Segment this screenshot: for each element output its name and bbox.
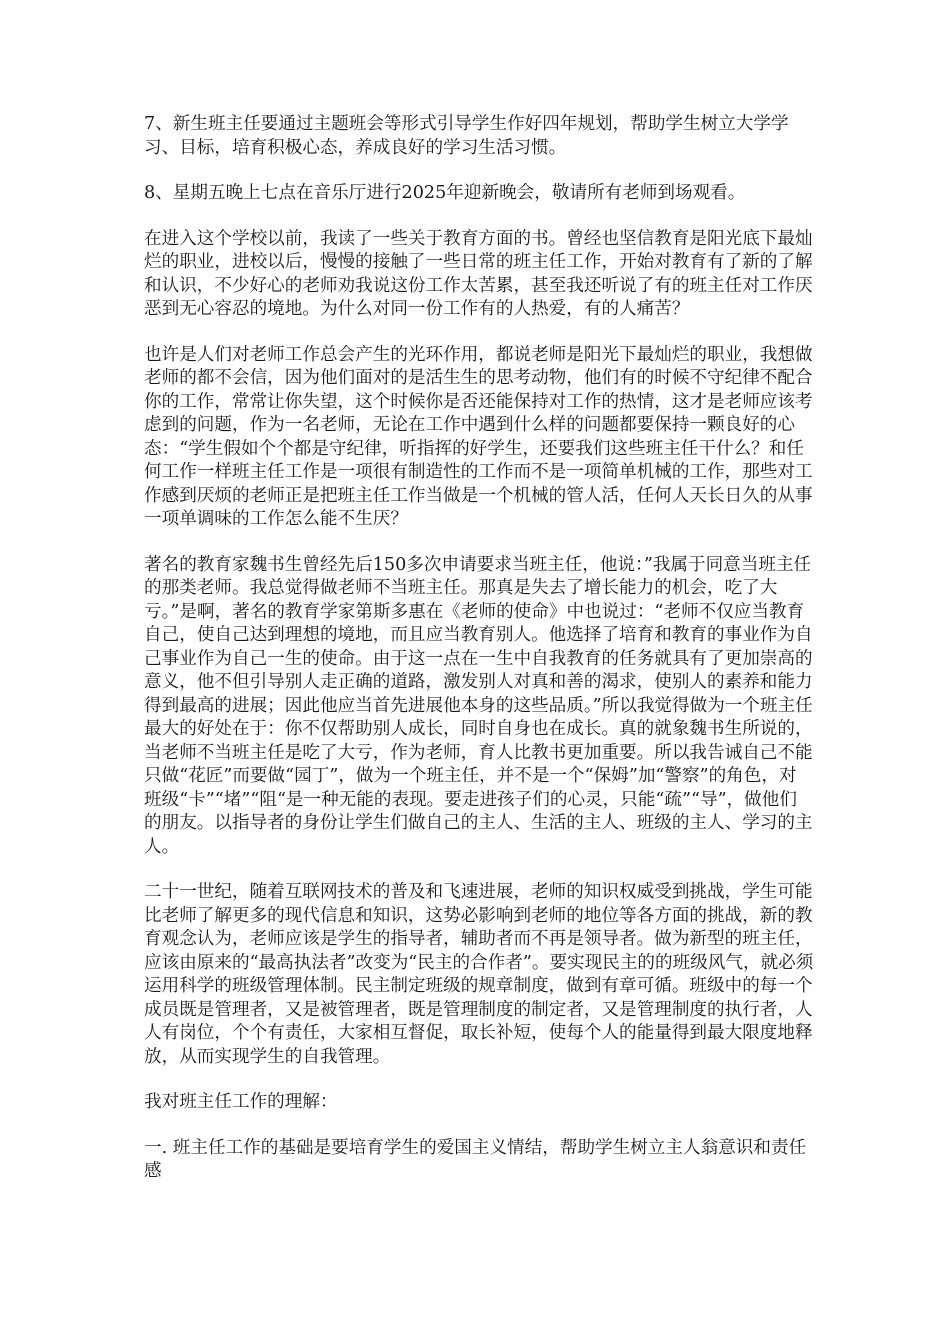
paragraph-item-7: 7、新生班主任要通过主题班会等形式引导学生作好四年规划，帮助学生树立大学学习、目标，培育积极心态，养成良好的学习生活习惯。 bbox=[144, 114, 789, 158]
paragraph-before-school: 在进入这个学校以前，我读了一些关于教育方面的书。曾经也坚信教育是阳光底下最灿烂的职业，进校以后，慢慢的接触了一些日常的班主任工作，开始对教育有了新的了解和认识，不少好心的老师劝我说这份工作太苦累，甚至我还听说了有的班主任对工作厌恶到无心容忍的境地。为什么对同一份工作有的人热爱，有的人痛苦？ bbox=[144, 228, 813, 319]
paragraph-item-8: 8、星期五晚上七点在音乐厅进行2025年迎新晚会，敬请所有老师到场观看。 bbox=[144, 183, 746, 203]
paragraph-21st-century: 二十一世纪，随着互联网技术的普及和飞速进展，老师的知识权威受到挑战，学生可能比老师了解更多的现代信息和知识，这势必影响到老师的地位等各方面的挑战，新的教育观念认为，老师应该是学生的指导者，辅助者而不再是领导者。做为新型的班主任，应该由原来的“最高执法者”改变为“民主的合作者”。要实现民主的的班级风气，就必须运用科学的班级管理体制。民主制定班级的规章制度，做到有章可循。班级中的每一个成员既是管理者，又是被管理者，既是管理制度的制定者，又是管理制度的执行者，人人有岗位，个个有责任，大家相互督促，取长补短，使每个人的能量得到最大限度地释放，从而实现学生的自我管理。 bbox=[144, 882, 814, 1067]
paragraph-wei-shusheng: 著名的教育家魏书生曾经先后150多次申请要求当班主任，他说：”我属于同意当班主任的那类老师。我总觉得做老师不当班主任。那真是失去了增长能力的机会，吃了大亏。”是啊，著名的教育学家第斯多惠在《老师的使命》中也说过：“老师不仅应当教育自己，使自己达到理想的境地，而且应当教育别人。他选择了培育和教育的事业作为自己事业作为自己一生的使命。由于这一点在一生中自我教育的任务就具有了更加崇高的意义，他不但引导别人走正确的道路，激发别人对真和善的渴求，使别人的素养和能力得到最高的进展；因此他应当首先进展他本身的这些品质。”所以我觉得做为一个班主任最大的好处在于：你不仅帮助别人成长，同时自身也在成长。真的就象魏书生所说的，当老师不当班主任是吃了大亏，作为老师，育人比教书更加重要。所以我告诫自己不能只做“花匠”而要做“园丁”，做为一个班主任，并不是一个“保姆”加“警察”的角色，对班级“卡”“堵”“阻“是一种无能的表现。要走进孩子们的心灵，只能“疏”“导”，做他们的朋友。以指导者的身份让学生们做自己的主人、生活的主人、班级的主人、学习的主人。 bbox=[144, 554, 813, 857]
paragraph-point-one: 一. 班主任工作的基础是要培育学生的爱国主义情结，帮助学生树立主人翁意识和责任感 bbox=[144, 1137, 807, 1181]
paragraph-halo-effect: 也许是人们对老师工作总会产生的光环作用，都说老师是阳光下最灿烂的职业，我想做老师的都不会信，因为他们面对的是活生生的思考动物，他们有的时候不守纪律不配合你的工作，常常让你失望，这个时候你是否还能保持对工作的热情，这才是老师应该考虑到的问题，作为一名老师，无论在工作中遇到什么样的问题都要保持一颗良好的心态：“学生假如个个都是守纪律，听指挥的好学生，还要我们这些班主任干什么？和任何工作一样班主任工作是一项很有制造性的工作而不是一项简单机械的工作，那些对工作感到厌烦的老师正是把班主任工作当做是一个机械的管人活，任何人天长日久的从事一项单调味的工作怎么能不生厌？ bbox=[144, 344, 813, 529]
paragraph-understanding-heading: 我对班主任工作的理解： bbox=[144, 1092, 338, 1112]
document-page bbox=[144, 113, 814, 1206]
